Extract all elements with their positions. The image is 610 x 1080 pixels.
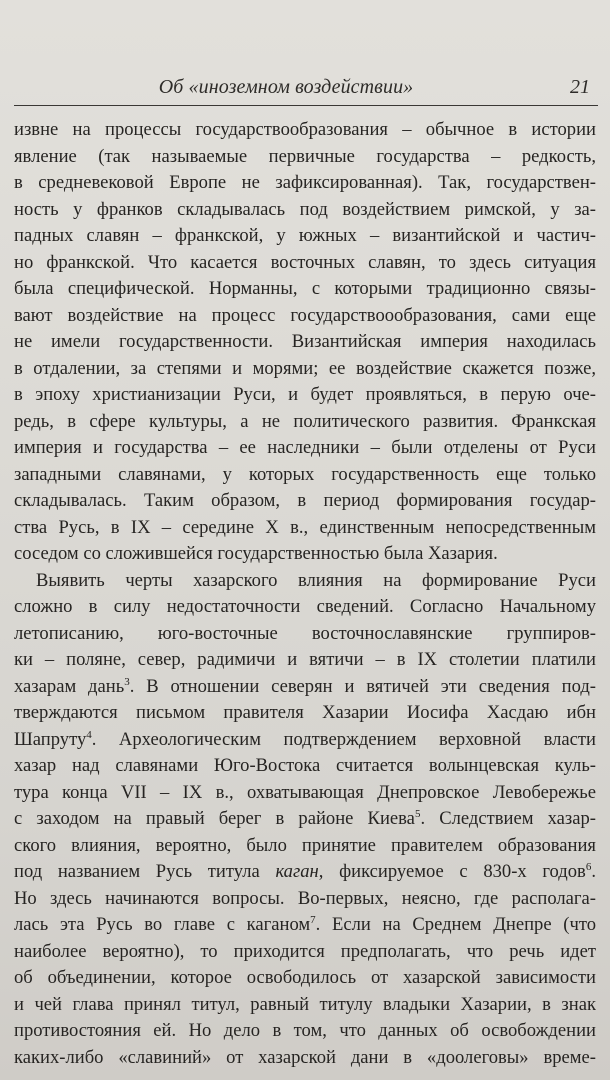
text-run: . Археологическим подтверждением верховной власти: [91, 728, 596, 750]
text-run: .: [591, 861, 596, 882]
text-line: редь, в сфере культуры, а не политического развития. Франкская: [14, 410, 596, 432]
text-line: складывалась. Таким образом, в период формирования государ-: [14, 490, 596, 511]
body-text: [14, 117, 596, 1071]
text-line: и чей глава принял титул, равный титулу владыки Хазарии, в знак: [14, 993, 596, 1015]
text-line: [14, 674, 596, 701]
header-rule: [14, 105, 598, 106]
text-line: Выявить черты хазарского влияния на формирование Руси: [36, 569, 596, 591]
text-run: . Если на Среднем Днепре (что: [315, 914, 596, 935]
running-title: Об «иноземном воздействии»: [158, 76, 414, 98]
text-line: вают воздействие на процесс государствоoобразования, сами еще: [14, 304, 596, 326]
text-line: летописанию, юго-восточные восточнославянские группиров-: [14, 622, 596, 644]
text-line: падных славян – франкской, у южных – византийской и частич-: [14, 225, 596, 246]
footnote-ref-4: 4: [86, 728, 92, 741]
text-run: . В отношении северян и вятичей эти сведения под-: [129, 675, 596, 697]
text-line: [14, 727, 596, 754]
footnote-ref-7: 7: [310, 914, 316, 926]
text-line: не имели государственности. Византийская империя находилась: [14, 331, 596, 352]
text-line: тверждаются письмом правителя Хазарии Иосифа Хасдаю ибн: [14, 702, 596, 723]
text-line: сложно в силу недостаточности сведений. Согласно Начальному: [14, 596, 596, 617]
text-line: явление (так называемые первичные государства – редкость,: [14, 145, 596, 167]
text-line: [14, 806, 596, 833]
text-line: ность у франков складывалась под воздействием римской, у за-: [14, 198, 596, 220]
italic-term: каган: [275, 861, 319, 882]
text-run: . Следствием хазар-: [420, 808, 596, 829]
text-line: хазар над славянами Юго-Востока считается волынцевская куль-: [14, 755, 596, 776]
text-line: империя и государства – ее наследники – были отделены от Руси: [14, 437, 596, 458]
page-header: [14, 72, 598, 106]
text-line: наиболее вероятно), то приходится предполагать, что речь идет: [14, 940, 596, 962]
text-line: противостояния ей. Но дело в том, что данных об освобождении: [14, 1020, 596, 1041]
page-number: 21: [570, 76, 590, 98]
footnote-ref-6: 6: [585, 861, 592, 873]
text-line: в отдалении, за степями и морями; ее воздействие скажется позже,: [14, 357, 596, 379]
text-line: об объединении, которое освободилось от хазарской зависимости: [14, 967, 596, 988]
text-line: [14, 912, 596, 939]
text-line: ства Русь, в IX – середине X в., единственным непосредственным: [14, 516, 596, 538]
footnote-ref-3: 3: [124, 675, 130, 688]
text-run: лась эта Русь во главе с каганом: [14, 914, 311, 935]
text-run: Шапруту: [14, 728, 87, 750]
text-line: в эпоху христианизации Руси, и будет проявляться, в перую оче-: [14, 384, 596, 405]
text-line: но франкской. Что касается восточных славян, то здесь ситуация: [14, 251, 596, 273]
text-line: ского влияния, вероятно, было принятие правителем образования: [14, 834, 596, 856]
text-line: тура конца VII – IX в., охватывающая Днепровское Левобережье: [14, 781, 596, 803]
footnote-ref-5: 5: [414, 808, 421, 820]
text-run: с заходом на правый берег в районе Киева: [14, 808, 415, 829]
text-line: извне на процессы государствообразования – обычное в истории: [14, 119, 596, 140]
text-line: Но здесь начинаются вопросы. Во-первых, неясно, где располага-: [14, 887, 596, 909]
text-line: в средневековой Европе не зафиксированная). Так, государствен-: [14, 172, 596, 193]
text-line: [14, 859, 596, 886]
text-run: под названием Русь титула: [14, 861, 276, 882]
text-line: ки – поляне, север, радимичи и вятичи – в IX столетии платили: [14, 649, 596, 670]
text-line: была специфической. Норманны, с которыми традиционно связы-: [14, 278, 596, 299]
text-run: , фиксируемое с 830-х годов: [318, 861, 586, 882]
text-line: западными славянами, у которых государственность еще только: [14, 463, 596, 485]
text-line: каких-либо «славиний» от хазарской дани в «доолеговы» време-: [14, 1046, 596, 1068]
text-line: соседом со сложившейся государственностью была Хазария.: [14, 543, 498, 564]
text-run: хазарам дань: [14, 675, 125, 697]
